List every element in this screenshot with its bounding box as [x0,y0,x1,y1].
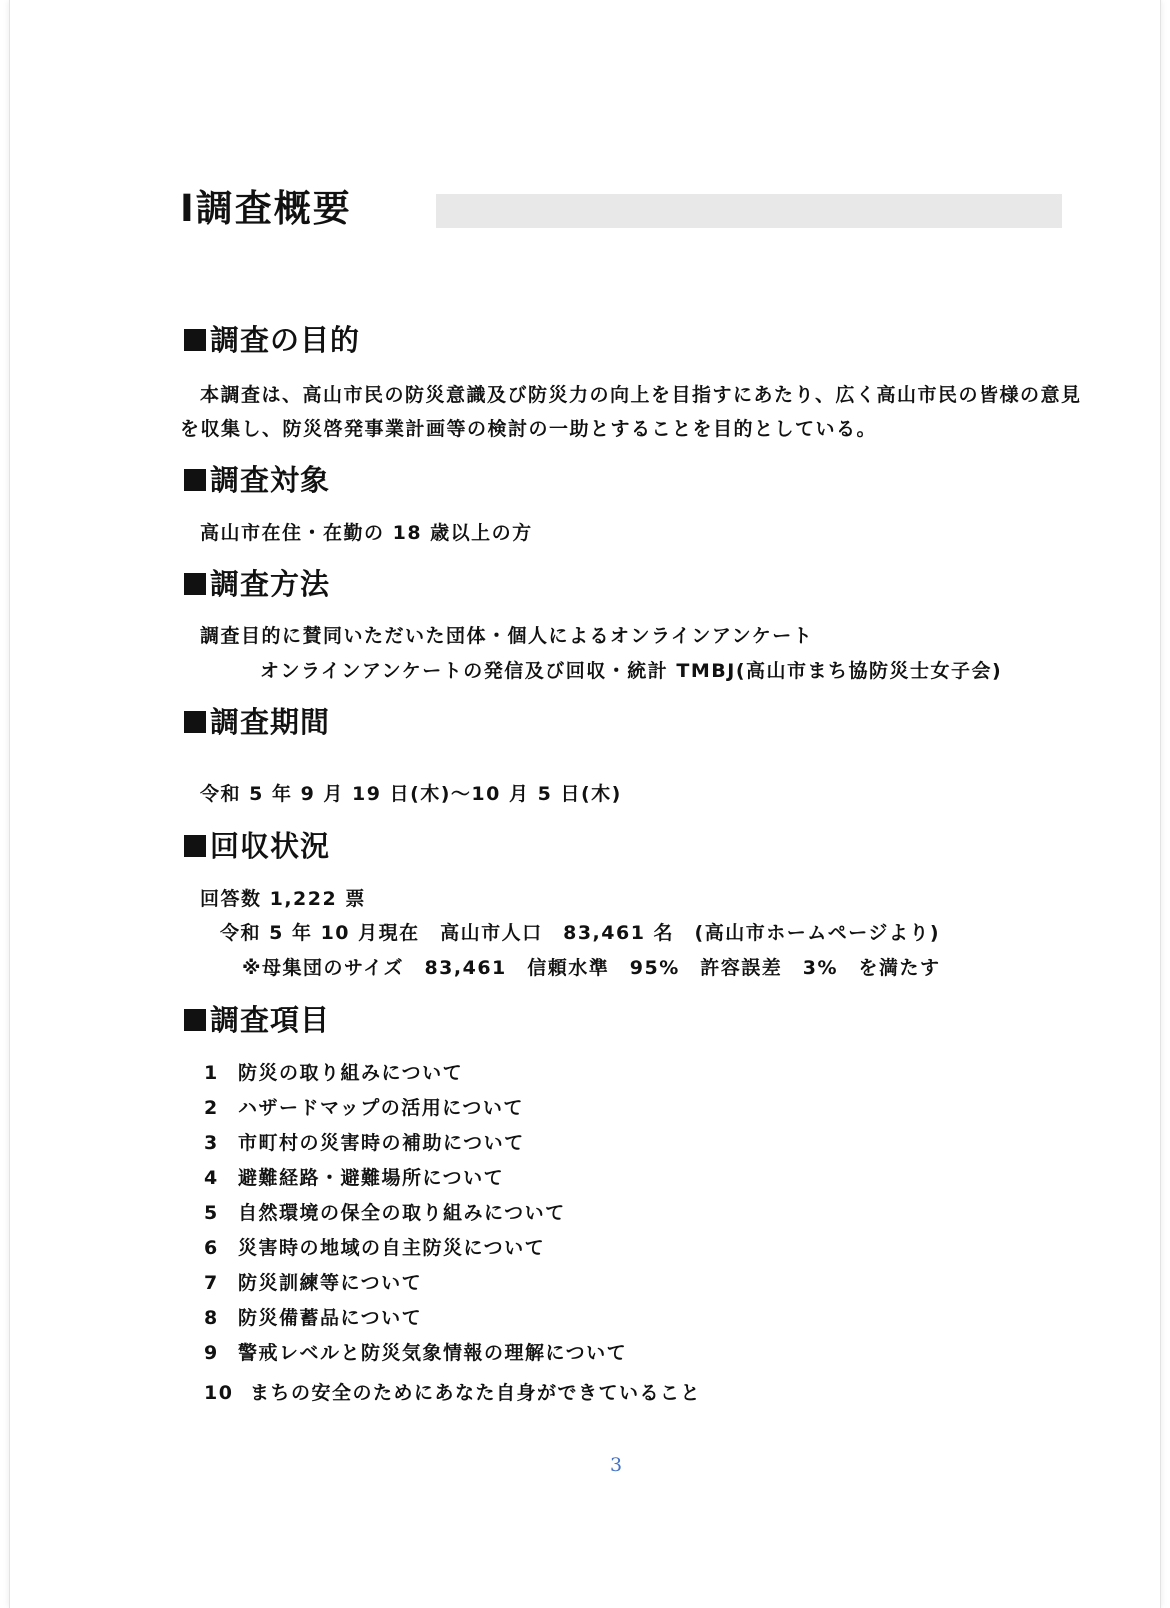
section-heading-collection [184,828,330,864]
chapter-title: Ⅰ調査概要 [180,187,352,230]
list-item-label: 災害時の地域の自主防災について [238,1237,546,1259]
document-page [10,0,1160,1608]
black-square-icon [184,329,206,351]
list-item [204,1306,422,1330]
list-item-number: 1 [204,1062,219,1084]
list-item [204,1096,524,1120]
section-heading-target [184,462,330,498]
section-heading-period [184,704,330,740]
list-item-number: 3 [204,1132,219,1154]
list-item [204,1381,701,1405]
black-square-icon [184,711,206,733]
list-item-label: 市町村の災害時の補助について [238,1132,525,1154]
section-heading-label: 調査の目的 [210,323,361,357]
list-item-number: 9 [204,1342,219,1364]
list-item-label: 防災備蓄品について [238,1307,423,1329]
section-heading-label: 調査期間 [210,705,331,739]
purpose-text-line-2: を収集し、防災啓発事業計画等の検討の一助とすることを目的としている。 [180,418,878,440]
list-item-label: まちの安全のためにあなた自身ができていること [250,1382,702,1404]
collection-text-line-1: 回答数 1,222 票 [200,888,366,910]
section-heading-label: 回収状況 [210,829,331,863]
section-heading-label: 調査対象 [210,463,331,497]
list-item [204,1271,422,1295]
section-heading-method [184,566,330,602]
list-item-number: 10 [204,1382,234,1404]
period-text-line-1: 令和 5 年 9 月 19 日(木)～10 月 5 日(木) [200,783,622,805]
list-item-number: 6 [204,1237,219,1259]
black-square-icon [184,573,206,595]
list-item [204,1341,627,1365]
collection-text-line-3: ※母集団のサイズ 83,461 信頼水準 95% 許容誤差 3% を満たす [242,957,941,979]
list-item-label: 警戒レベルと防災気象情報の理解について [238,1342,628,1364]
list-item-number: 5 [204,1202,219,1224]
collection-text-line-2: 令和 5 年 10 月現在 高山市人口 83,461 名 (高山市ホームページより) [220,922,941,944]
list-item [204,1061,463,1085]
list-item-number: 8 [204,1307,219,1329]
section-heading-purpose [184,322,360,358]
section-heading-label: 調査項目 [210,1003,331,1037]
method-text-line-2: オンラインアンケートの発信及び回収・統計 TMBJ(高山市まち協防災士女子会) [260,660,1003,682]
black-square-icon [184,1009,206,1031]
list-item-number: 2 [204,1097,219,1119]
list-item-label: 防災の取り組みについて [238,1062,464,1084]
section-heading-items [184,1002,330,1038]
list-item [204,1236,545,1260]
list-item-label: ハザードマップの活用について [238,1097,524,1119]
list-item-label: 自然環境の保全の取り組みについて [238,1202,566,1224]
list-item [204,1201,566,1225]
list-item-number: 4 [204,1167,219,1189]
list-item [204,1131,525,1155]
black-square-icon [184,469,206,491]
target-text-line-1: 高山市在住・在勤の 18 歳以上の方 [200,522,533,544]
section-heading-label: 調査方法 [210,567,331,601]
purpose-text-line-1: 本調査は、高山市民の防災意識及び防災力の向上を目指すにあたり、広く高山市民の皆様の意見 [200,384,1082,406]
list-item-label: 避難経路・避難場所について [238,1167,505,1189]
list-item [204,1166,504,1190]
page-number: 3 [610,1454,623,1476]
list-item-number: 7 [204,1272,219,1294]
list-item-label: 防災訓練等について [238,1272,423,1294]
chapter-title-bar [436,194,1062,228]
black-square-icon [184,835,206,857]
method-text-line-1: 調査目的に賛同いただいた団体・個人によるオンラインアンケート [200,625,814,647]
